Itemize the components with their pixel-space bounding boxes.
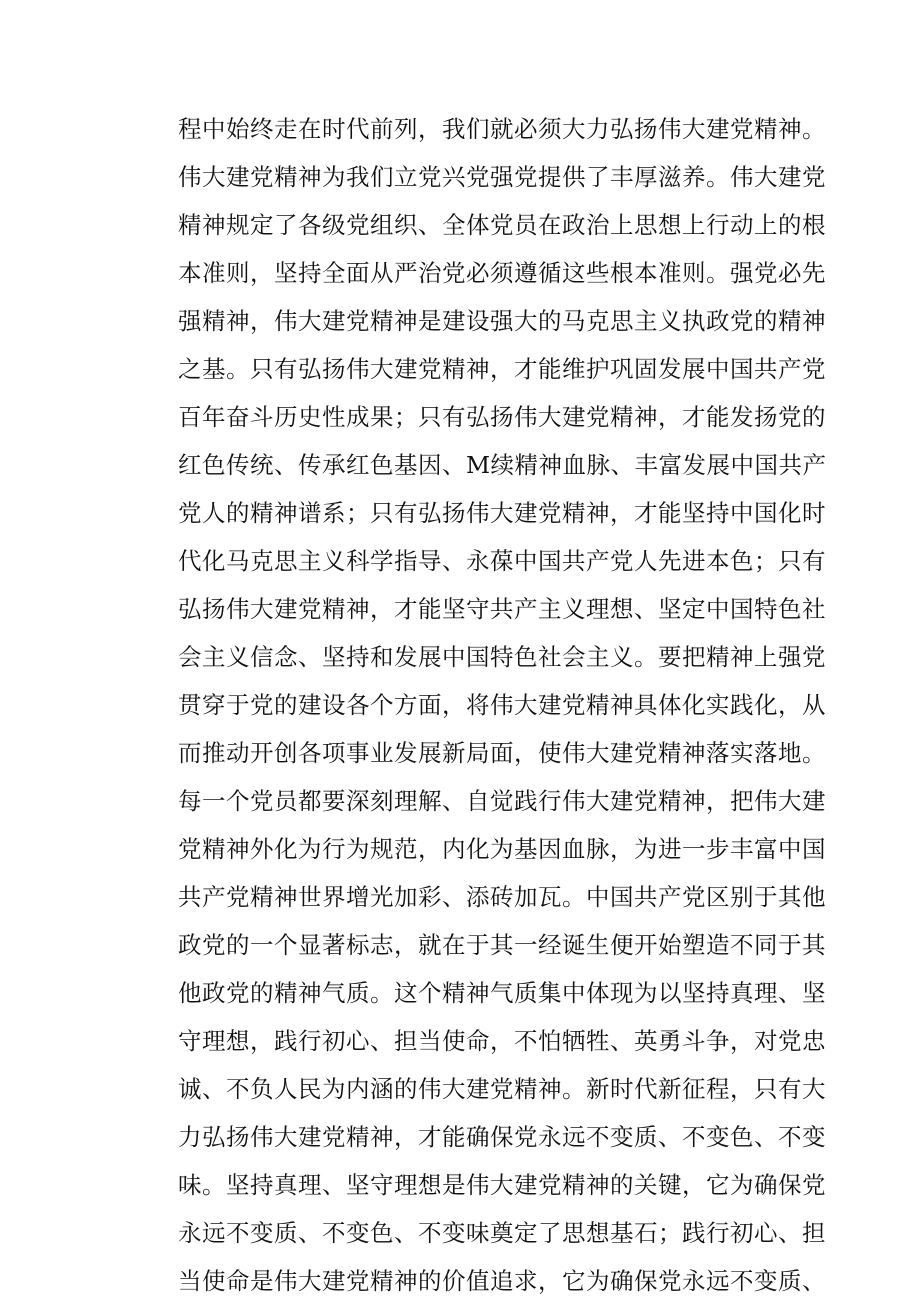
- text-line: 党精神外化为行为规范，内化为基因血脉，为进一步丰富中国: [178, 835, 826, 863]
- text-line: 力弘扬伟大建党精神，才能确保党永远不变质、不变色、不变: [178, 1123, 826, 1151]
- text-line: 党人的精神谱系；只有弘扬伟大建党精神，才能坚持中国化时: [178, 499, 826, 527]
- text-line: 共产党精神世界增光加彩、添砖加瓦。中国共产党区别于其他: [178, 883, 826, 911]
- text-line: 政党的一个显著标志，就在于其一经诞生便开始塑造不同于其: [178, 931, 826, 959]
- text-line: 强精神，伟大建党精神是建设强大的马克思主义执政党的精神: [178, 307, 826, 335]
- text-line: 伟大建党精神为我们立党兴党强党提供了丰厚滋养。伟大建党: [178, 163, 826, 191]
- text-line: 百年奋斗历史性成果；只有弘扬伟大建党精神，才能发扬党的: [178, 403, 826, 431]
- text-line: 贯穿于党的建设各个方面，将伟大建党精神具体化实践化，从: [178, 691, 826, 719]
- text-line: 程中始终走在时代前列，我们就必须大力弘扬伟大建党精神。: [178, 115, 826, 143]
- text-line: 他政党的精神气质。这个精神气质集中体现为以坚持真理、坚: [178, 979, 826, 1007]
- text-line: 弘扬伟大建党精神，才能坚守共产主义理想、坚定中国特色社: [178, 595, 826, 623]
- text-line: 之基。只有弘扬伟大建党精神，才能维护巩固发展中国共产党: [178, 355, 826, 383]
- text-line: 诚、不负人民为内涵的伟大建党精神。新时代新征程，只有大: [178, 1075, 826, 1103]
- text-line: 每一个党员都要深刻理解、自觉践行伟大建党精神，把伟大建: [178, 787, 826, 815]
- text-line: 而推动开创各项事业发展新局面，使伟大建党精神落实落地。: [178, 739, 826, 767]
- text-line: 精神规定了各级党组织、全体党员在政治上思想上行动上的根: [178, 211, 826, 239]
- text-line: 永远不变质、不变色、不变味奠定了思想基石；践行初心、担: [178, 1219, 826, 1247]
- text-line: 红色传统、传承红色基因、M续精神血脉、丰富发展中国共产: [178, 451, 827, 479]
- text-line: 代化马克思主义科学指导、永葆中国共产党人先进本色；只有: [178, 547, 826, 575]
- body-text: [178, 105, 827, 1305]
- text-line: 会主义信念、坚持和发展中国特色社会主义。要把精神上强党: [178, 643, 826, 671]
- text-line: 当使命是伟大建党精神的价值追求，它为确保党永远不变质、: [178, 1267, 826, 1295]
- text-line: 本准则，坚持全面从严治党必须遵循这些根本准则。强党必先: [178, 259, 826, 287]
- text-line: 守理想，践行初心、担当使命，不怕牺牲、英勇斗争，对党忠: [178, 1027, 826, 1055]
- text-line: 味。坚持真理、坚守理想是伟大建党精神的关键，它为确保党: [178, 1171, 826, 1199]
